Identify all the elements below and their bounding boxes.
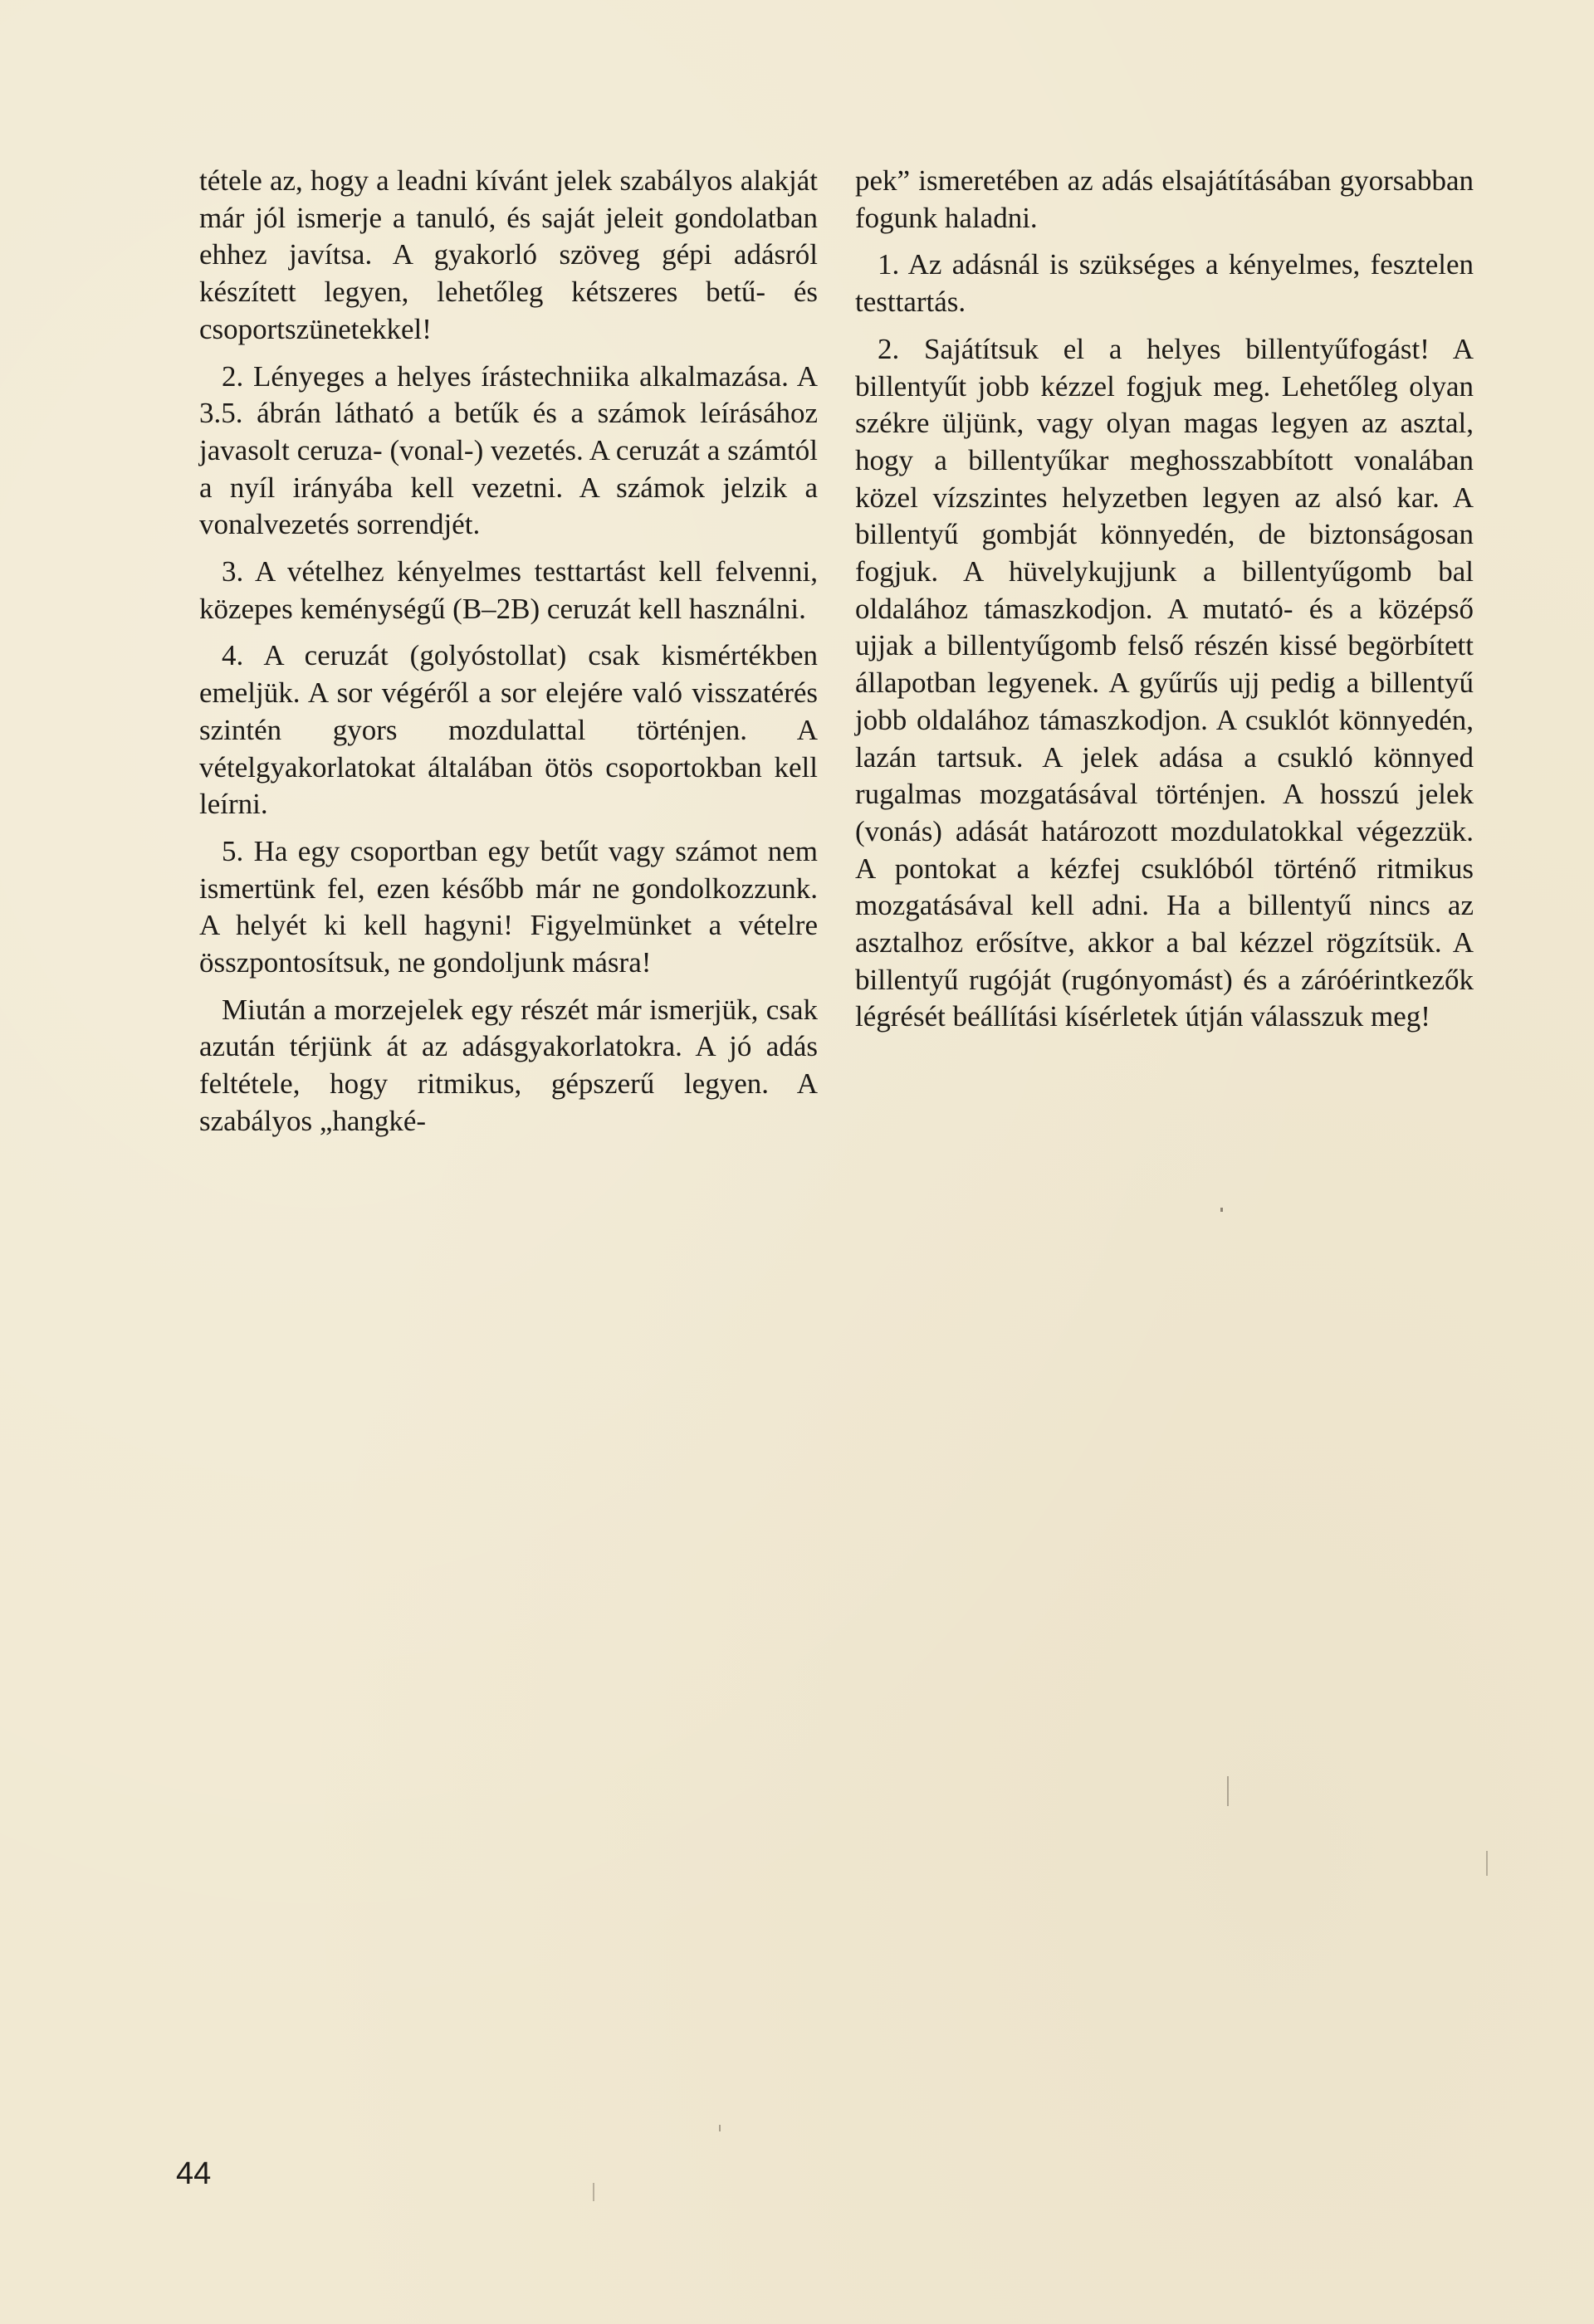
paragraph-transmit-point-1: 1. Az adásnál is szükséges a kényelmes, fesztelen testtartás. [855,248,1474,319]
page-number: 44 [176,2156,212,2191]
paragraph-point-5: 5. Ha egy csoportban egy betűt vagy számot nem ismertünk fel, ezen később már ne gondolkozzunk. A helyét ki kell hagyni! Figyelmünket a vételre összpontosítsuk, ne gondoljunk másra! [199,834,818,979]
paragraph-transmission-intro: Miután a morzejelek egy részét már ismerjük, csak azután térjünk át az adásgyakorlatokra. A jó adás feltétele, hogy ritmikus, gépszerű legyen. A szabályos „hangké- [199,993,818,1137]
left-text-column [199,163,818,1150]
paragraph-point-2: 2. Lényeges a helyes írástechniika alkalmazása. A 3.5. ábrán látható a betűk és a számok leírásához javasolt ceruza- (vonal-) vezetés. A ceruzát a számtól a nyíl irányába kell vezetni. A számok jelzik a vonalvezetés sorrendjét. [199,359,818,541]
paper-speck [1486,1851,1488,1876]
paragraph-point-3: 3. A vételhez kényelmes testtartást kell felvenni, közepes keménységű (B–2B) ceruzát kell használni. [199,555,818,625]
paper-speck [1220,1208,1223,1212]
paragraph-continuation-right: pek” ismeretében az adás elsajátításában gyorsabban fogunk haladni. [855,164,1474,234]
paper-speck [1227,1776,1229,1806]
paper-speck [593,2183,594,2201]
right-text-column [855,163,1474,1046]
paragraph-continuation: tétele az, hogy a leadni kívánt jelek szabályos alakját már jól ismerje a tanuló, és saját jeleit gondolatban ehhez javítsa. A gyakorló szöveg gépi adásról készített legyen, lehetőleg kétszeres betű- és csoportszünetekkel! [199,164,818,345]
paragraph-transmit-point-2: 2. Sajátítsuk el a helyes billentyűfogást! A billentyűt jobb kézzel fogjuk meg. Lehetőleg olyan székre üljünk, vagy olyan magas legyen az asztal, hogy a billentyűkar meghosszabbított vonalában közel vízszintes helyzetben legyen az alsó kar. A billentyű gombját könnyedén, de biztonságosan fogjuk. A hüvelykujjunk a billentyűgomb bal oldalához támaszkodjon. A mutató- és a középső ujjak a billentyűgomb felső részén kissé begörbített állapotban legyenek. A gyűrűs ujj pedig a billentyű jobb oldalához támaszkodjon. A csuklót könnyedén, lazán tartsuk. A jelek adása a csukló könnyed rugalmas mozgatásával történjen. A hosszú jelek (vonás) adását határozott mozdulatokkal végezzük. A pontokat a kézfej csuklóból történő ritmikus mozgatásával kell adni. Ha a billentyű nincs az asztalhoz erősítve, akkor a bal kézzel rögzítsük. A billentyű rugóját (rugónyomást) és a záróérintkezők légrését beállítási kísérletek útján válasszuk meg! [855,332,1474,1033]
paper-speck [719,2125,721,2131]
paragraph-point-4: 4. A ceruzát (golyóstollat) csak kismértékben emeljük. A sor végéről a sor elejére való visszatérés szintén gyors mozdulattal történjen. A vételgyakorlatokat általában ötös csoportokban kell leírni. [199,639,818,821]
